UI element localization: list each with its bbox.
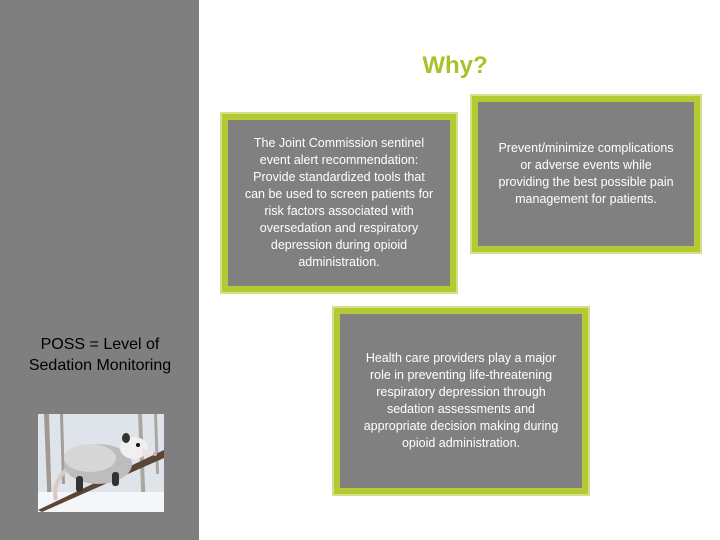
info-box-text: The Joint Commission sentinel event alert recommendation: Provide standardized tools that can be used to screen patients for risk factors associated with oversedation and respiratory depression during opioid administration.: [244, 136, 434, 269]
info-box-health-care: [334, 308, 588, 494]
slide-title: Why?: [422, 52, 488, 79]
info-box-joint-commission: [222, 114, 456, 292]
sidebar-title: POSS = Level of Sedation Monitoring: [28, 336, 172, 374]
sidebar: [0, 0, 199, 540]
info-box-prevent: [472, 96, 700, 252]
info-box-text: Health care providers play a major role in preventing life-threatening respiratory depression through sedation assessments and appropriate decision making during opioid administration.: [363, 351, 559, 450]
opossum-photo-icon: [38, 414, 164, 512]
info-box-text: Prevent/minimize complications or adverse events while providing the best possible pain management for patients.: [498, 141, 674, 206]
